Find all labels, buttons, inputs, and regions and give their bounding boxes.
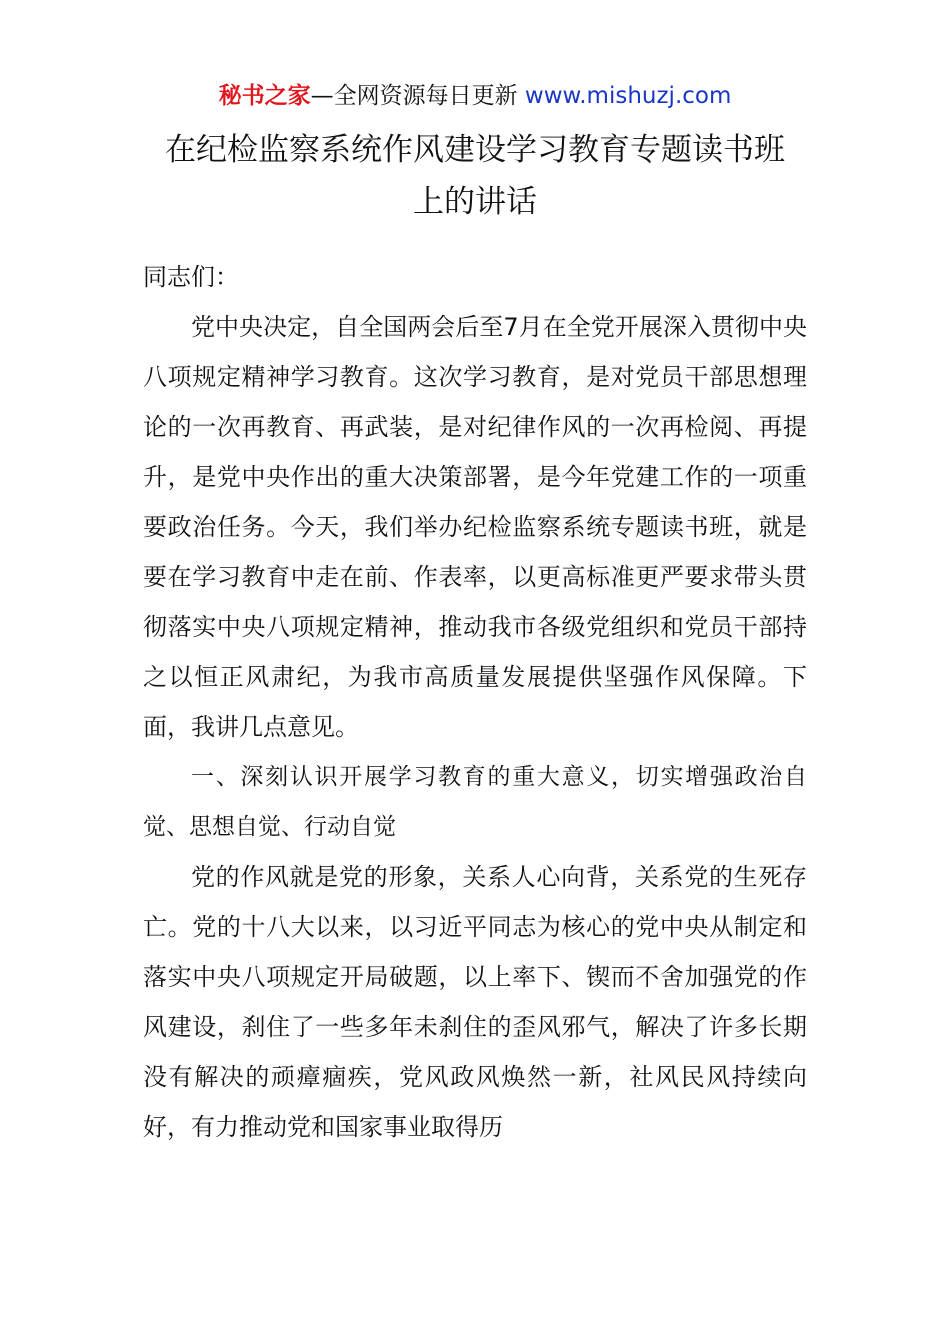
title-line-1: 在纪检监察系统作风建设学习教育专题读书班 [165, 132, 785, 168]
paragraph-2: 党的作风就是党的形象，关系人心向背，关系党的生死存亡。党的十八大以来，以习近平同志为核心的党中央从制定和落实中央八项规定开局破题，以上率下、锲而不舍加强党的作风建设，刹住了一些多年未刹住的歪风邪气，解决了许多长期没有解决的顽瘴痼疾，党风政风焕然一新，社风民风持续向好，有力推动党和国家事业取得历 [143, 863, 807, 1141]
document-title [100, 124, 850, 228]
document-body [143, 252, 807, 1152]
site-header [0, 80, 950, 112]
brand-name: 秘书之家 [218, 83, 311, 109]
paragraph-1: 党中央决定，自全国两会后至7月在全党开展深入贯彻中央八项规定精神学习教育。这次学习教育，是对党员干部思想理论的一次再教育、再武装，是对纪律作风的一次再检阅、再提升，是党中央作出的重大决策部署，是今年党建工作的一项重要政治任务。今天，我们举办纪检监察系统专题读书班，就是要在学习教育中走在前、作表率，以更高标准更严要求带头贯彻落实中央八项规定精神，推动我市各级党组织和党员干部持之以恒正风肃纪，为我市高质量发展提供坚强作风保障。下面，我讲几点意见。 [143, 313, 807, 741]
site-url[interactable]: www.mishuzj.com [524, 83, 732, 109]
header-tagline: —全网资源每日更新 [310, 83, 518, 109]
section-heading-1: 一、深刻认识开展学习教育的重大意义，切实增强政治自觉、思想自觉、行动自觉 [143, 764, 807, 840]
title-line-2: 上的讲话 [413, 184, 537, 220]
salutation: 同志们： [143, 263, 239, 291]
